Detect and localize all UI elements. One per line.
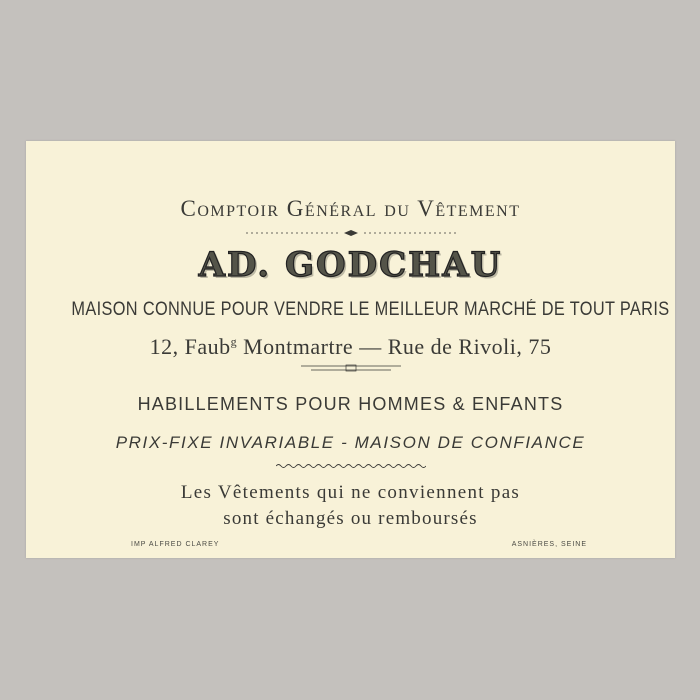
header-word-comptoir: omptoir — [197, 196, 280, 221]
guarantee-line-1: Les Vêtements qui ne conviennent pas — [180, 482, 521, 503]
ornament-divider-middle — [26, 363, 675, 373]
business-name: AD. GODCHAU — [198, 245, 503, 285]
header-word-general: énéral — [304, 196, 378, 221]
address-street-rivoli: Rue de Rivoli, 75 — [387, 334, 552, 359]
printer-location: ASNIÈRES, SEINE — [511, 541, 587, 548]
trade-card — [26, 141, 675, 558]
guarantee-line-2: sont échangés ou remboursés — [223, 508, 478, 529]
tagline: MAISON CONNUE POUR VENDRE LE MEILLEUR MARCHÉ DE TOUT PARIS — [71, 299, 670, 320]
address-number: 12, Faub — [149, 334, 231, 359]
header-word-vetement: êtement — [435, 196, 521, 221]
address-separator: — — [359, 334, 382, 359]
address — [26, 334, 675, 360]
address-superscript: g — [230, 334, 238, 349]
card-header — [26, 196, 675, 222]
header-initial-g: G — [286, 196, 305, 221]
address-street-montmartre: Montmartre — [243, 334, 354, 359]
offer-line: HABILLEMENTS POUR HOMMES & ENFANTS — [137, 394, 564, 414]
header-word-du: du — [384, 196, 411, 221]
wavy-divider — [26, 463, 675, 469]
policy-line: PRIX-FIXE INVARIABLE - MAISON DE CONFIANCE — [115, 433, 586, 452]
printer-credit: IMP ALFRED CLAREY — [131, 541, 220, 548]
header-initial-v: V — [417, 196, 436, 221]
ornament-divider-top — [26, 229, 675, 237]
header-initial-c: C — [180, 196, 198, 221]
